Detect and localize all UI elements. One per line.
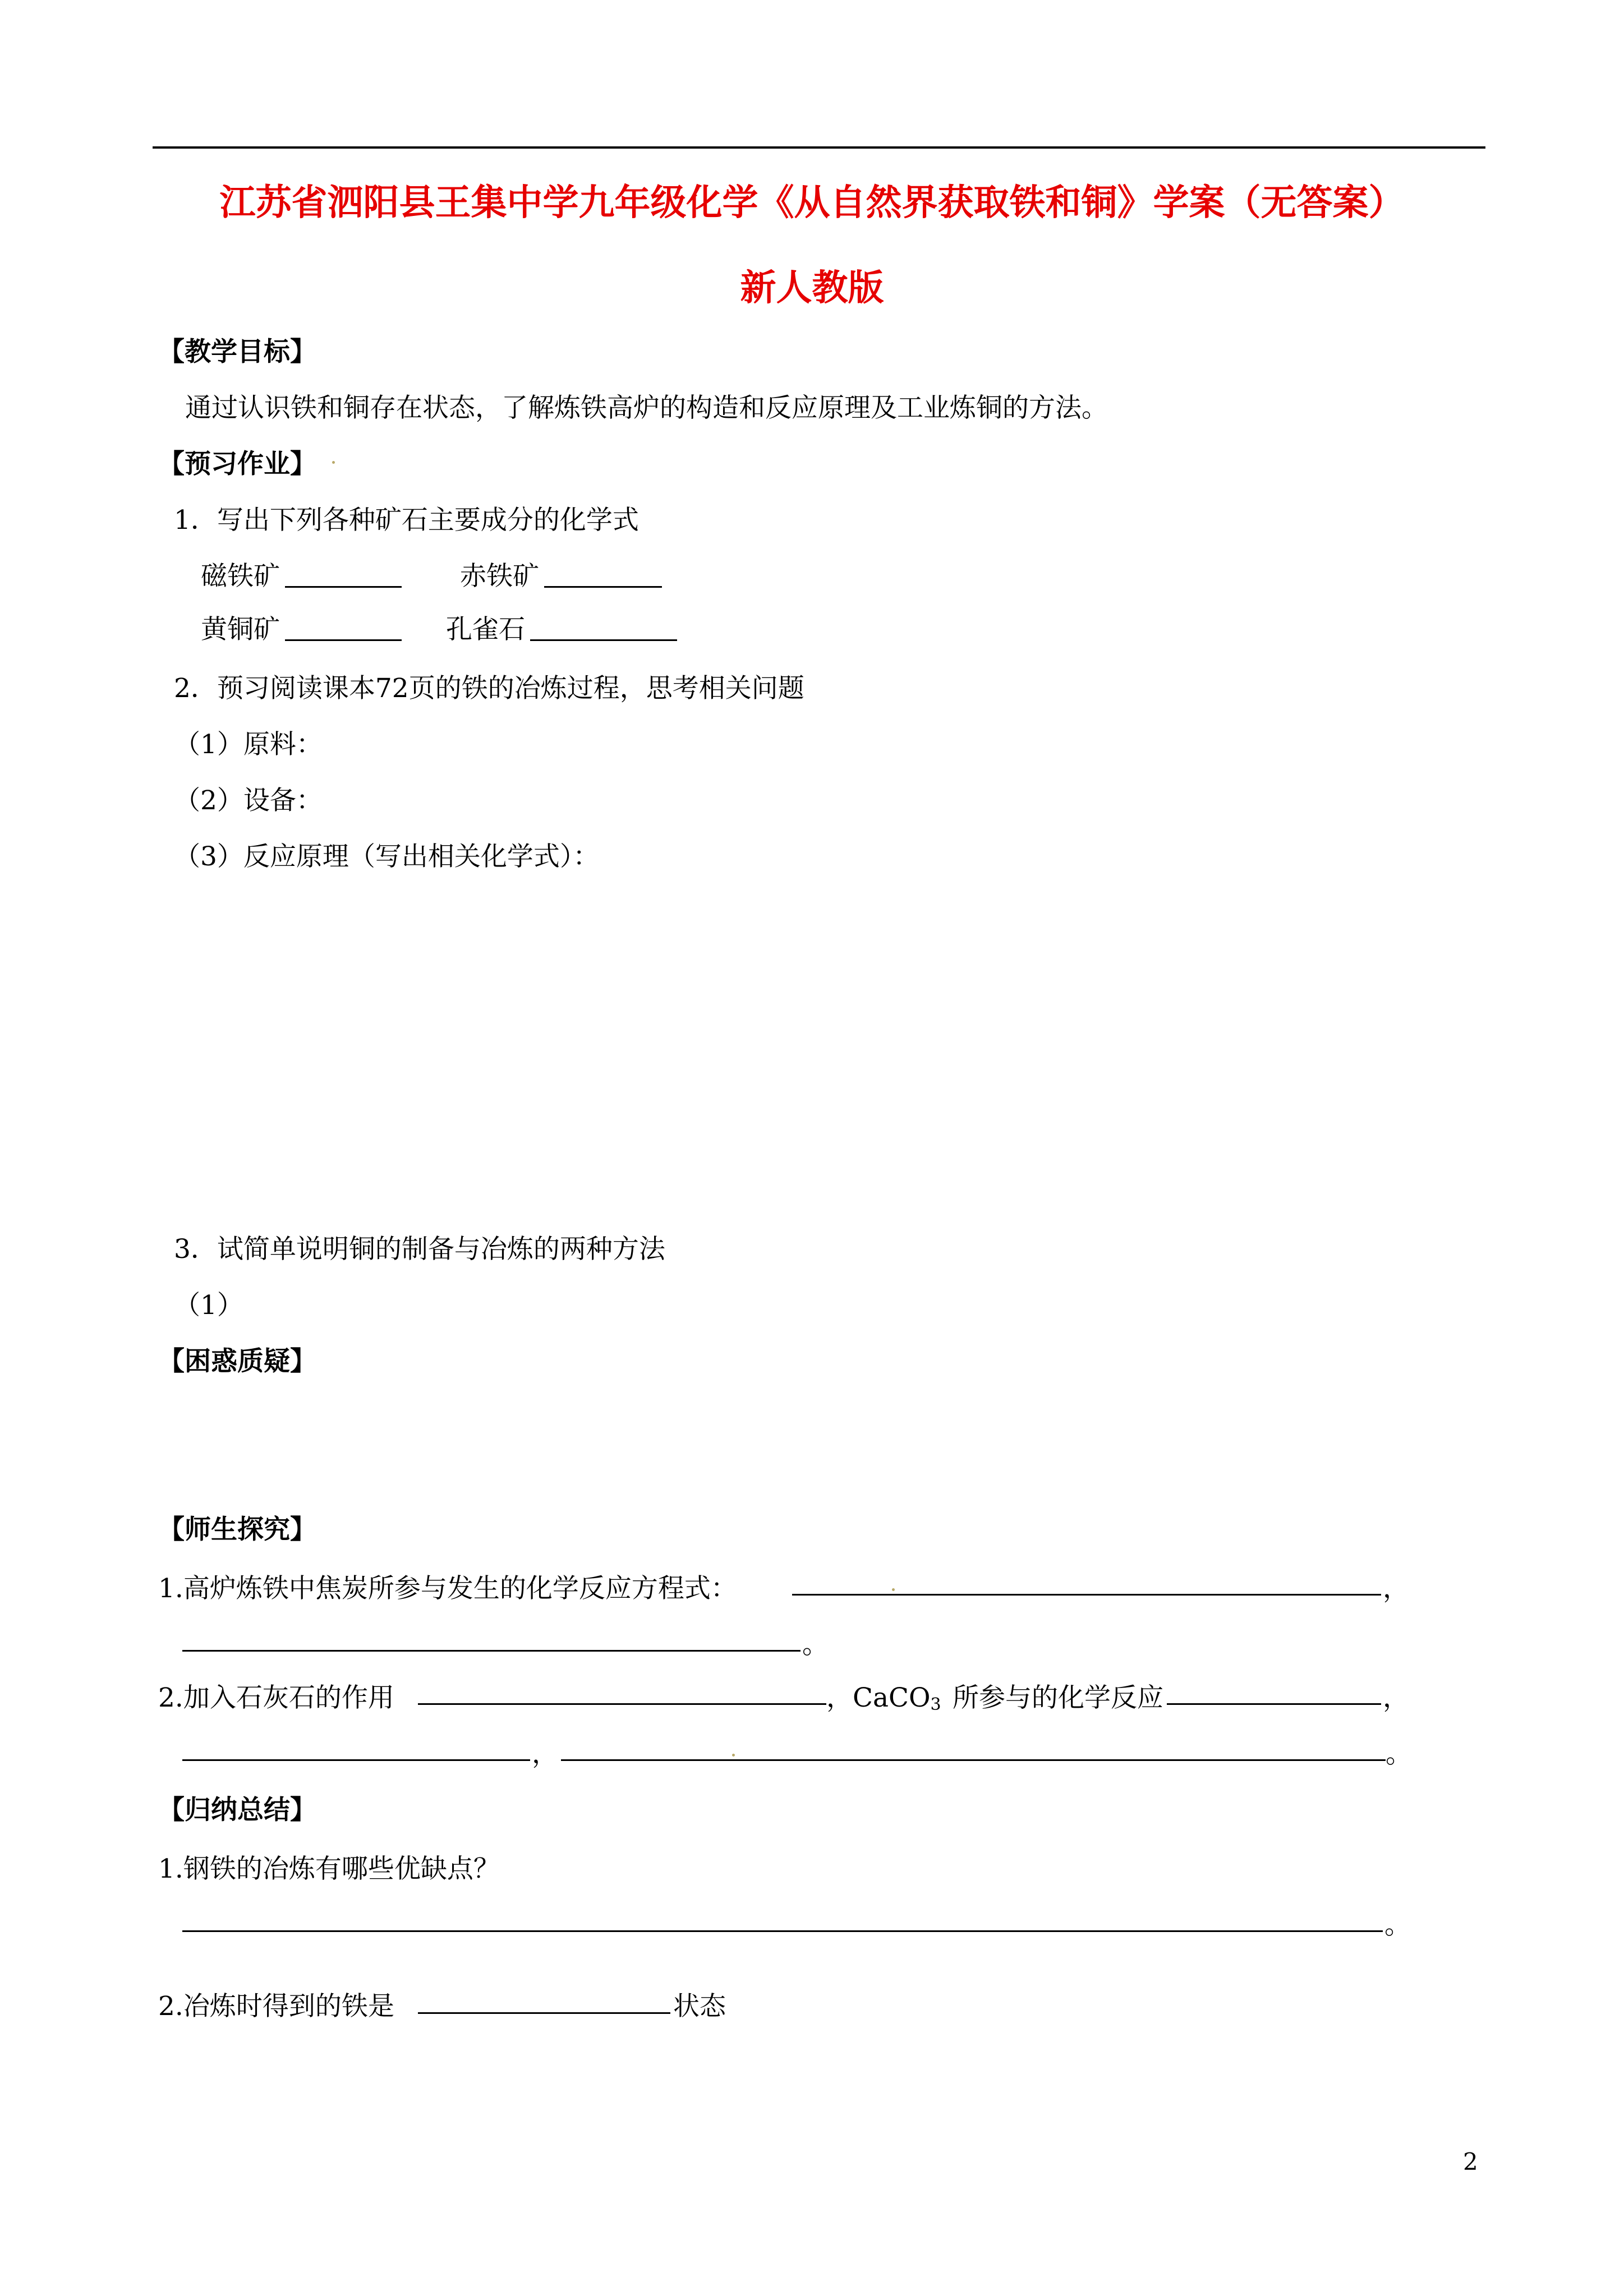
answer-blank-iron-state[interactable] <box>418 2012 670 2014</box>
goal-text: 通过认识铁和铜存在状态，了解炼铁高炉的构造和反应原理及工业炼铜的方法。 <box>185 393 1108 423</box>
section-heading-summary: 【归纳总结】 <box>158 1795 316 1825</box>
ore-label-magnetite: 磁铁矿 <box>201 561 280 592</box>
summary-q1-period: 。 <box>1384 1910 1411 1940</box>
ore-label-chalcopyrite: 黄铜矿 <box>201 614 280 645</box>
ore-label-malachite: 孔雀石 <box>446 614 525 645</box>
explore-q2-comma-2: ， <box>532 1739 558 1769</box>
document-title: 江苏省泗阳县王集中学九年级化学《从自然界获取铁和铜》学案（无答案） <box>219 182 1405 224</box>
answer-blank-hematite[interactable] <box>544 586 662 588</box>
preview-q3: 3．试简单说明铜的制备与冶炼的两种方法 <box>174 1234 665 1265</box>
preview-q2-1: （1）原料： <box>174 729 323 760</box>
ore-label-hematite: 赤铁矿 <box>460 561 539 592</box>
summary-q2-suffix: 状态 <box>673 1991 726 2022</box>
section-heading-explore: 【师生探究】 <box>158 1514 316 1545</box>
answer-blank-coke-reaction-1[interactable] <box>792 1594 1381 1596</box>
explore-q2-period: 。 <box>1386 1739 1412 1769</box>
preview-q2-3: （3）反应原理（写出相关化学式）： <box>174 841 600 872</box>
preview-q2: 2．预习阅读课本72页的铁的冶炼过程，思考相关问题 <box>174 673 804 704</box>
answer-blank-caco3-reaction-1[interactable] <box>1167 1703 1381 1705</box>
stray-mark <box>332 461 335 464</box>
explore-q1: 1.高炉炼铁中焦炭所参与发生的化学反应方程式： <box>158 1573 737 1604</box>
stray-mark <box>892 1588 895 1591</box>
section-heading-preview: 【预习作业】 <box>158 449 316 480</box>
explore-q2-caco3: ，CaCO$_3$ <box>826 1682 941 1714</box>
explore-q2-label: 2.加入石灰石的作用 <box>158 1682 394 1713</box>
answer-blank-chalcopyrite[interactable] <box>285 639 402 641</box>
summary-q1: 1.钢铁的冶炼有哪些优缺点？ <box>158 1854 500 1884</box>
preview-q3-1: （1） <box>174 1290 243 1321</box>
stray-mark <box>732 1754 735 1756</box>
answer-blank-magnetite[interactable] <box>285 586 402 588</box>
summary-q2-label: 2.冶炼时得到的铁是 <box>158 1991 394 2022</box>
page-number: 2 <box>1463 2148 1478 2175</box>
preview-q2-2: （2）设备： <box>174 785 323 816</box>
explore-q2-comma: ， <box>1383 1682 1409 1713</box>
answer-blank-pros-cons[interactable] <box>182 1930 1383 1932</box>
answer-blank-coke-reaction-2[interactable] <box>182 1650 801 1652</box>
header-rule <box>153 146 1485 149</box>
answer-blank-caco3-reaction-3[interactable] <box>561 1759 1386 1761</box>
section-heading-doubt: 【困惑质疑】 <box>158 1346 316 1377</box>
answer-blank-malachite[interactable] <box>530 639 677 641</box>
explore-q1-period: 。 <box>802 1629 829 1660</box>
explore-q2-reaction-label: 所参与的化学反应 <box>953 1682 1163 1713</box>
answer-blank-limestone-role[interactable] <box>418 1703 826 1705</box>
answer-blank-caco3-reaction-2[interactable] <box>182 1759 530 1761</box>
preview-q1: 1．写出下列各种矿石主要成分的化学式 <box>174 505 639 536</box>
explore-q1-comma: ， <box>1383 1573 1409 1604</box>
document-subtitle: 新人教版 <box>740 267 884 309</box>
section-heading-goal: 【教学目标】 <box>158 336 316 367</box>
